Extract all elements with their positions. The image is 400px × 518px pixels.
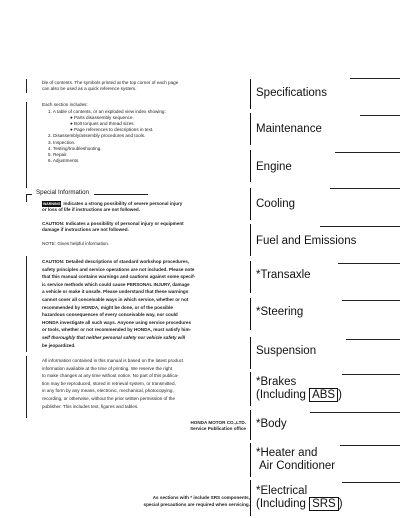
tab-label: Air Conditioner: [259, 460, 336, 472]
list-item: 6. Adjustments.: [48, 157, 80, 163]
margin-bar: [26, 102, 27, 188]
tab-cooling[interactable]: [250, 188, 400, 220]
tab-maintenance[interactable]: [250, 113, 400, 145]
warning-tag: WARNING: [43, 202, 61, 206]
info-block: [42, 357, 247, 410]
tab-rule: [360, 115, 400, 116]
caution-line: safety principles and service operations are not included. Please note: [42, 266, 195, 272]
tab-label-text: ): [338, 389, 342, 401]
list-item: 4. Testing/troubleshooting.: [48, 145, 102, 151]
caution-line: HONDA investigate all such ways. Anyone using service procedures: [42, 319, 192, 325]
intro-line: ble of contents. The symbols printed at the top corner of each page: [42, 80, 179, 85]
caution-long-block: [42, 258, 247, 349]
caution-line: ic service methods which could cause PERSONAL INJURY, damage: [42, 281, 190, 287]
tab-rule: [340, 445, 400, 446]
caution-line: or tools, whether or not recommended by HONDA, must satisfy him-: [42, 327, 192, 333]
tab-label: *Brakes: [256, 376, 297, 388]
tab-rule: [342, 482, 400, 483]
tab-label-line2: [256, 389, 342, 401]
tab-fuel-and-emissions[interactable]: [250, 224, 400, 256]
abs-badge: ABS: [309, 388, 338, 402]
list-item: 1. A table of contents, or an exploded view index showing:: [48, 109, 166, 115]
info-line: to make changes at any time without notice. No part of this publica-: [42, 373, 179, 379]
caution-text: CAUTION: Indicates a possibility of personal injury or equipment: [42, 221, 184, 226]
tab-label: Maintenance: [256, 123, 322, 135]
tab-edge: [250, 113, 251, 145]
tab-rule: [350, 78, 400, 79]
list-item: 5. Repair.: [48, 151, 68, 157]
tab-edge: [250, 443, 251, 477]
intro-text: [42, 80, 242, 92]
tab-heater-and-air-conditioner[interactable]: [250, 443, 400, 477]
footnote-line: special precautions are required when servicing.: [143, 501, 250, 507]
caution-line: be jeopardized.: [42, 342, 76, 348]
caution-line: recommended by HONDA, might be done, or of the possible: [42, 304, 173, 310]
info-line: recording, or otherwise, without the prior written permission of the: [42, 395, 176, 401]
tab-edge: [250, 298, 251, 330]
tab-body[interactable]: [250, 410, 400, 440]
tab-label-line2: [256, 498, 343, 510]
caution-block: [42, 221, 247, 233]
tab-label: *Transaxle: [256, 269, 311, 281]
tab-label: Suspension: [256, 345, 317, 357]
caution-line: self thoroughly that neither personal safety nor vehicle safety will: [42, 334, 186, 340]
section-includes: [42, 102, 242, 164]
tab-brakes[interactable]: [250, 372, 400, 406]
warning-block: [42, 201, 247, 213]
tab-transaxle[interactable]: [250, 261, 400, 293]
caution-line: that this manual contains warnings and cautions against some specif-: [42, 274, 196, 280]
caution-line: CAUTION: Detailed descriptions of standard workshop procedures,: [42, 259, 190, 264]
list-item: 2. Disassembly/assembly procedures and tools.: [48, 133, 146, 139]
tab-label: *Electrical: [256, 485, 308, 497]
list-item: ● Bolt torques and thread sizes.: [70, 121, 135, 127]
info-line: in any form by any means, electronic, mechanical, photocopying,: [42, 388, 174, 394]
tab-label-text: (Including: [256, 389, 310, 401]
caution-line: a vehicle or make it unsafe. Please understand that these warnings: [42, 289, 189, 295]
tab-rule: [342, 300, 400, 301]
tab-engine[interactable]: [250, 150, 400, 182]
tab-label: *Steering: [256, 306, 304, 318]
warning-text: or loss of life if instructions are not followed.: [42, 207, 141, 213]
list-item: ● Parts disassembly sequence.: [70, 115, 134, 121]
tab-label: *Heater and: [256, 447, 318, 459]
tab-rule: [335, 152, 400, 153]
caution-text: damage if instructions are not followed.: [42, 227, 129, 233]
list-item: 3. Inspection.: [48, 139, 76, 145]
tab-label: Fuel and Emissions: [256, 235, 357, 247]
tab-suspension[interactable]: [250, 337, 400, 369]
tab-edge: [250, 480, 251, 516]
srs-footnote: [90, 495, 250, 508]
includes-heading: Each section includes:: [42, 102, 88, 107]
list-item: ● Page references to descriptions in text.: [70, 127, 154, 133]
info-line: information available at the time of printing. We reserve the right: [42, 365, 173, 371]
tab-label: Engine: [256, 161, 292, 173]
info-line: All information contained in this manual is based on the latest product: [42, 358, 184, 363]
tab-label: Specifications: [256, 87, 327, 99]
publisher-block: [150, 420, 246, 433]
special-info-rule-right: [94, 194, 148, 195]
footnote-line: As sections with * include SRS components,: [152, 495, 250, 500]
tab-electrical[interactable]: [250, 480, 400, 516]
margin-bar: [26, 79, 27, 93]
tab-specifications[interactable]: [250, 79, 400, 111]
caution-line: hazardous consequences of every conceivable way, nor could: [42, 312, 178, 318]
tab-edge: [250, 150, 251, 182]
tab-edge: [250, 224, 251, 256]
warning-text: Indicates a strong possibility of severe personal injury: [63, 201, 183, 206]
intro-line: can also be used as a quick reference system.: [42, 86, 137, 92]
note-text: NOTE: Gives helpful information.: [42, 241, 110, 246]
tab-edge: [250, 337, 251, 369]
tab-rule: [310, 412, 400, 413]
tab-edge: [250, 261, 251, 293]
tab-rule: [346, 339, 400, 340]
tab-label-text: (Including: [256, 498, 310, 510]
tab-label: *Body: [256, 418, 287, 430]
tab-rule: [342, 374, 400, 375]
srs-badge: SRS: [309, 497, 339, 511]
tab-edge: [250, 188, 251, 220]
tab-steering[interactable]: [250, 298, 400, 330]
tab-edge: [250, 410, 251, 440]
publisher-name: HONDA MOTOR CO.,LTD.: [190, 420, 246, 425]
info-line: tion may be reproduced, stored in retrieval system, or transmitted,: [42, 380, 176, 386]
tab-label-text: ): [338, 498, 343, 510]
caution-line: cannot cover all conceivable ways in which service, whether or not: [42, 296, 189, 302]
tab-edge: [250, 79, 251, 109]
tab-rule: [320, 226, 400, 227]
special-info-heading: Special Information: [36, 189, 89, 196]
margin-bar: [26, 256, 27, 352]
margin-bar: [26, 194, 27, 202]
tab-edge: [250, 372, 251, 406]
info-line: publisher. This includes text, figures and tables.: [42, 403, 139, 409]
tab-rule: [338, 263, 400, 264]
tab-label: Cooling: [256, 198, 295, 210]
publisher-office: Service Publication office: [190, 426, 246, 432]
tab-rule: [330, 188, 400, 189]
margin-bar: [26, 356, 27, 418]
